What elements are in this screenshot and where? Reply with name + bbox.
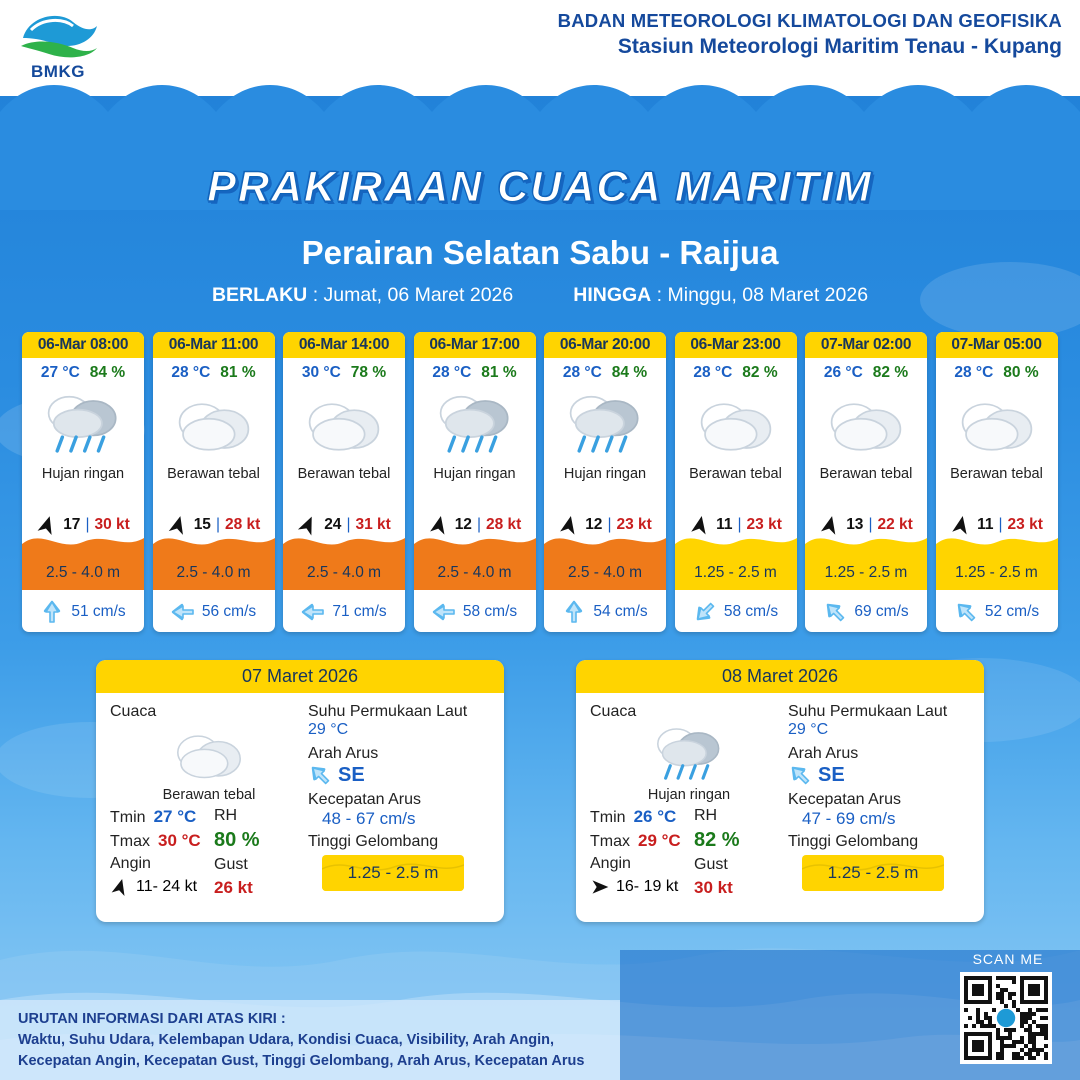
wind-separator: | bbox=[215, 516, 220, 533]
daily-current-speed: 47 - 69 cm/s bbox=[802, 809, 896, 828]
wind-separator: | bbox=[85, 516, 90, 533]
hourly-current-speed: 51 cm/s bbox=[71, 603, 126, 620]
gust-label: Gust bbox=[694, 856, 728, 873]
angin-label: Angin bbox=[590, 855, 631, 872]
hourly-temp-rh bbox=[544, 364, 666, 382]
hourly-weather-icon bbox=[432, 384, 518, 464]
daily-current-direction-row bbox=[788, 763, 970, 787]
hourly-temp-rh bbox=[414, 364, 536, 382]
hourly-wind-speed: 28 kt bbox=[485, 516, 522, 533]
hourly-wave-height: 2.5 - 4.0 m bbox=[437, 564, 512, 581]
daily-wind: 11- 24 kt bbox=[136, 878, 198, 895]
hourly-current bbox=[544, 600, 666, 624]
hourly-temp-rh bbox=[675, 364, 797, 382]
hourly-humidity: 81 % bbox=[481, 364, 517, 381]
hourly-card bbox=[153, 332, 275, 632]
daily-tmax: 29 °C bbox=[638, 831, 681, 850]
hourly-time: 06-Mar 14:00 bbox=[283, 332, 405, 358]
hourly-humidity: 80 % bbox=[1003, 364, 1039, 381]
current-direction-icon bbox=[171, 600, 195, 624]
hourly-weather-icon bbox=[823, 384, 909, 464]
daily-weather-icon bbox=[110, 721, 308, 787]
daily-wind: 16- 19 kt bbox=[616, 878, 679, 895]
hourly-wind-direction: 11 bbox=[977, 516, 994, 533]
hourly-wind-direction: 15 bbox=[193, 516, 211, 533]
hourly-wave-height: 1.25 - 2.5 m bbox=[955, 564, 1038, 581]
hourly-temperature: 28 °C bbox=[171, 364, 211, 381]
hourly-time: 06-Mar 08:00 bbox=[22, 332, 144, 358]
hourly-current bbox=[936, 600, 1058, 624]
hourly-card bbox=[544, 332, 666, 632]
hourly-weather-icon bbox=[171, 384, 257, 464]
wind-direction-icon bbox=[590, 877, 610, 897]
daily-date: 08 Maret 2026 bbox=[576, 660, 984, 693]
hourly-card bbox=[414, 332, 536, 632]
bmkg-logo bbox=[10, 8, 106, 90]
hourly-card bbox=[675, 332, 797, 632]
hourly-wave-height: 2.5 - 4.0 m bbox=[567, 564, 643, 581]
daily-weather-icon bbox=[590, 721, 788, 787]
hourly-weather-icon bbox=[40, 384, 126, 464]
arah-arus-label: Arah Arus bbox=[788, 745, 859, 762]
hourly-temperature: 28 °C bbox=[693, 364, 733, 381]
hourly-temperature: 28 °C bbox=[432, 364, 472, 381]
wind-direction-icon bbox=[108, 875, 132, 899]
current-direction-icon bbox=[303, 758, 337, 792]
cloud-icon bbox=[823, 393, 909, 455]
rh-label: RH bbox=[694, 807, 718, 824]
cloud-icon bbox=[693, 393, 779, 455]
qr-code-icon bbox=[964, 976, 1048, 1060]
daily-wave-height: 1.25 - 2.5 m bbox=[827, 863, 919, 882]
hourly-wind-speed: 23 kt bbox=[616, 516, 652, 533]
bmkg-logo-icon bbox=[15, 8, 101, 60]
hourly-humidity: 82 % bbox=[742, 364, 778, 381]
hourly-time: 06-Mar 23:00 bbox=[675, 332, 797, 358]
hourly-condition: Berawan tebal bbox=[297, 466, 391, 482]
hourly-wind-speed: 31 kt bbox=[355, 516, 391, 533]
hourly-current-speed: 52 cm/s bbox=[984, 603, 1040, 620]
hourly-card bbox=[22, 332, 144, 632]
header-titles bbox=[558, 10, 1062, 59]
hourly-wave-height: 2.5 - 4.0 m bbox=[176, 564, 251, 581]
hourly-condition: Hujan ringan bbox=[41, 466, 125, 482]
wind-separator: | bbox=[346, 516, 351, 533]
hourly-weather-icon bbox=[301, 384, 387, 464]
wind-separator: | bbox=[476, 516, 481, 533]
validity-period bbox=[0, 284, 1080, 307]
daily-tmin: 27 °C bbox=[153, 807, 197, 826]
hourly-wind-speed: 22 kt bbox=[877, 516, 913, 533]
hourly-wind-speed: 28 kt bbox=[224, 516, 261, 533]
cloud-icon bbox=[170, 726, 248, 782]
hourly-wave-height: 1.25 - 2.5 m bbox=[694, 564, 777, 581]
hourly-current-speed: 56 cm/s bbox=[201, 603, 257, 620]
daily-forecast-panels bbox=[96, 660, 984, 922]
current-direction-icon bbox=[40, 600, 64, 624]
hourly-current-speed: 54 cm/s bbox=[593, 603, 648, 620]
daily-condition: Berawan tebal bbox=[162, 787, 256, 803]
hourly-wave-band bbox=[805, 518, 927, 590]
hourly-time: 06-Mar 11:00 bbox=[153, 332, 275, 358]
daily-wave-box bbox=[322, 855, 464, 891]
hourly-time: 06-Mar 20:00 bbox=[544, 332, 666, 358]
hourly-temp-rh bbox=[283, 364, 405, 382]
wind-separator: | bbox=[737, 516, 742, 533]
hourly-temp-rh bbox=[805, 364, 927, 382]
footer-legend bbox=[18, 1009, 618, 1072]
hourly-card bbox=[283, 332, 405, 632]
rain-icon bbox=[40, 389, 126, 460]
cloud-icon bbox=[171, 393, 257, 455]
hourly-temp-rh bbox=[936, 364, 1058, 382]
hourly-wave-band bbox=[675, 518, 797, 590]
hourly-wind-speed: 23 kt bbox=[1007, 516, 1043, 533]
page-title: PRAKIRAAN CUACA MARITIM bbox=[207, 163, 873, 211]
hourly-wind-direction: 11 bbox=[716, 516, 733, 533]
valid-from bbox=[212, 284, 513, 307]
cloud-icon bbox=[301, 393, 387, 455]
hourly-temperature: 27 °C bbox=[40, 364, 80, 381]
hourly-wave-band bbox=[283, 518, 405, 590]
hourly-condition: Berawan tebal bbox=[950, 466, 1043, 482]
hourly-condition: Berawan tebal bbox=[167, 466, 260, 482]
valid-to-value: : Minggu, 08 Maret 2026 bbox=[656, 284, 869, 306]
daily-current-speed: 48 - 67 cm/s bbox=[322, 809, 416, 828]
footer-line-1: URUTAN INFORMASI DARI ATAS KIRI : bbox=[18, 1010, 286, 1027]
hourly-current-speed: 71 cm/s bbox=[332, 603, 387, 620]
wind-separator: | bbox=[607, 516, 612, 533]
hourly-wind-speed: 30 kt bbox=[94, 516, 130, 533]
current-direction-icon bbox=[432, 600, 456, 624]
footer-line-3: Kecepatan Angin, Kecepatan Gust, Tinggi Gelombang, Arah Arus, Kecepatan Arus bbox=[18, 1052, 585, 1069]
scan-me-label: SCAN ME bbox=[972, 951, 1044, 967]
hourly-condition: Hujan ringan bbox=[563, 466, 647, 482]
hourly-wind-direction: 12 bbox=[585, 516, 603, 533]
hourly-wave-band bbox=[414, 518, 536, 590]
gust-label: Gust bbox=[214, 856, 248, 873]
hourly-wave-band bbox=[22, 518, 144, 590]
daily-panel bbox=[96, 660, 504, 922]
hourly-current-speed: 58 cm/s bbox=[462, 603, 518, 620]
arah-arus-label: Arah Arus bbox=[308, 745, 379, 762]
hourly-humidity: 84 % bbox=[89, 364, 126, 381]
daily-rh: 82 % bbox=[694, 829, 740, 851]
hourly-forecast-cards bbox=[22, 332, 1058, 632]
hourly-temp-rh bbox=[153, 364, 275, 382]
hourly-wind-direction: 13 bbox=[846, 516, 864, 533]
scan-me-block bbox=[960, 951, 1056, 1064]
hourly-condition: Berawan tebal bbox=[689, 466, 782, 482]
tmax-label: Tmax bbox=[110, 833, 150, 850]
wind-separator: | bbox=[998, 516, 1003, 533]
agency-name: BADAN METEOROLOGI KLIMATOLOGI DAN GEOFISIKA bbox=[557, 10, 1062, 31]
current-direction-icon bbox=[688, 595, 722, 629]
rain-icon bbox=[650, 722, 728, 786]
daily-condition: Hujan ringan bbox=[647, 787, 731, 803]
hourly-card bbox=[936, 332, 1058, 632]
valid-to-label: HINGGA bbox=[573, 284, 652, 306]
hourly-wave-height: 2.5 - 4.0 m bbox=[45, 564, 121, 581]
current-direction-icon bbox=[783, 758, 817, 792]
kec-arus-label: Kecepatan Arus bbox=[788, 791, 901, 808]
hourly-current bbox=[22, 600, 144, 624]
hourly-temperature: 28 °C bbox=[562, 364, 602, 381]
bmkg-logo-text: BMKG bbox=[31, 62, 85, 81]
hourly-weather-icon bbox=[954, 384, 1040, 464]
daily-wave-box bbox=[802, 855, 944, 891]
daily-sst: 29 °C bbox=[788, 721, 829, 738]
hourly-wave-band bbox=[936, 518, 1058, 590]
rh-label: RH bbox=[214, 807, 238, 824]
daily-cuaca-label: Cuaca bbox=[110, 703, 157, 720]
hourly-time: 07-Mar 05:00 bbox=[936, 332, 1058, 358]
hourly-wave-band bbox=[544, 518, 666, 590]
angin-label: Angin bbox=[110, 855, 151, 872]
daily-gust: 30 kt bbox=[694, 878, 733, 897]
rain-icon bbox=[432, 389, 518, 460]
hourly-temperature: 28 °C bbox=[954, 364, 994, 381]
daily-current-direction-row bbox=[308, 763, 490, 787]
hourly-wind-direction: 24 bbox=[324, 516, 342, 533]
current-direction-icon bbox=[949, 595, 983, 629]
tmax-label: Tmax bbox=[590, 833, 630, 850]
hourly-current-speed: 69 cm/s bbox=[854, 603, 909, 620]
hourly-wind-direction: 17 bbox=[63, 516, 81, 533]
hourly-humidity: 81 % bbox=[220, 364, 256, 381]
current-direction-icon bbox=[301, 600, 325, 624]
qr-code[interactable] bbox=[960, 972, 1052, 1064]
hourly-wave-height: 1.25 - 2.5 m bbox=[824, 564, 908, 581]
daily-current-direction: SE bbox=[338, 763, 365, 786]
hourly-current bbox=[805, 600, 927, 624]
cloud-icon bbox=[954, 393, 1040, 455]
hourly-weather-icon bbox=[693, 384, 779, 464]
daily-panel bbox=[576, 660, 984, 922]
hourly-wind-direction: 12 bbox=[454, 516, 472, 533]
page-subtitle: Perairan Selatan Sabu - Raijua bbox=[301, 234, 779, 271]
hourly-wave-height: 2.5 - 4.0 m bbox=[306, 564, 382, 581]
hourly-temperature: 30 °C bbox=[301, 364, 341, 381]
tinggi-gelombang-label: Tinggi Gelombang bbox=[788, 833, 919, 850]
tmin-label: Tmin bbox=[590, 809, 626, 826]
daily-date: 07 Maret 2026 bbox=[96, 660, 504, 693]
hourly-current bbox=[153, 600, 275, 624]
daily-tmax: 30 °C bbox=[158, 831, 201, 850]
hourly-temperature: 26 °C bbox=[823, 364, 863, 381]
hourly-humidity: 82 % bbox=[872, 364, 909, 381]
tinggi-gelombang-label: Tinggi Gelombang bbox=[308, 833, 439, 850]
kec-arus-label: Kecepatan Arus bbox=[308, 791, 421, 808]
hourly-current-speed: 58 cm/s bbox=[723, 603, 779, 620]
valid-from-value: : Jumat, 06 Maret 2026 bbox=[312, 284, 514, 306]
station-name: Stasiun Meteorologi Maritim Tenau - Kupang bbox=[617, 35, 1062, 58]
current-direction-icon bbox=[562, 600, 586, 624]
daily-cuaca-label: Cuaca bbox=[590, 703, 637, 720]
hourly-humidity: 78 % bbox=[350, 364, 387, 381]
hourly-current bbox=[675, 600, 797, 624]
current-direction-icon bbox=[818, 595, 852, 629]
daily-wave-height: 1.25 - 2.5 m bbox=[347, 863, 439, 882]
hourly-weather-icon bbox=[562, 384, 648, 464]
rain-icon bbox=[562, 389, 648, 460]
daily-sst: 29 °C bbox=[308, 721, 349, 738]
tmin-label: Tmin bbox=[110, 809, 146, 826]
sst-label: Suhu Permukaan Laut bbox=[308, 703, 468, 720]
valid-from-label: BERLAKU bbox=[211, 284, 308, 306]
wind-separator: | bbox=[868, 516, 873, 533]
hourly-wave-band bbox=[153, 518, 275, 590]
hourly-current bbox=[283, 600, 405, 624]
hourly-temp-rh bbox=[22, 364, 144, 382]
hourly-condition: Berawan tebal bbox=[819, 466, 913, 482]
hourly-card bbox=[805, 332, 927, 632]
sst-label: Suhu Permukaan Laut bbox=[788, 703, 948, 720]
hourly-wind-speed: 23 kt bbox=[746, 516, 782, 533]
hourly-time: 07-Mar 02:00 bbox=[805, 332, 927, 358]
hourly-time: 06-Mar 17:00 bbox=[414, 332, 536, 358]
daily-rh: 80 % bbox=[214, 829, 260, 851]
hourly-humidity: 84 % bbox=[611, 364, 648, 381]
hourly-current bbox=[414, 600, 536, 624]
footer-line-2: Waktu, Suhu Udara, Kelembapan Udara, Kondisi Cuaca, Visibility, Arah Angin, bbox=[18, 1031, 555, 1048]
daily-current-direction: SE bbox=[818, 763, 845, 786]
daily-tmin: 26 °C bbox=[633, 807, 677, 826]
hourly-condition: Hujan ringan bbox=[433, 466, 516, 482]
valid-to bbox=[573, 284, 868, 307]
daily-gust: 26 kt bbox=[214, 878, 253, 897]
